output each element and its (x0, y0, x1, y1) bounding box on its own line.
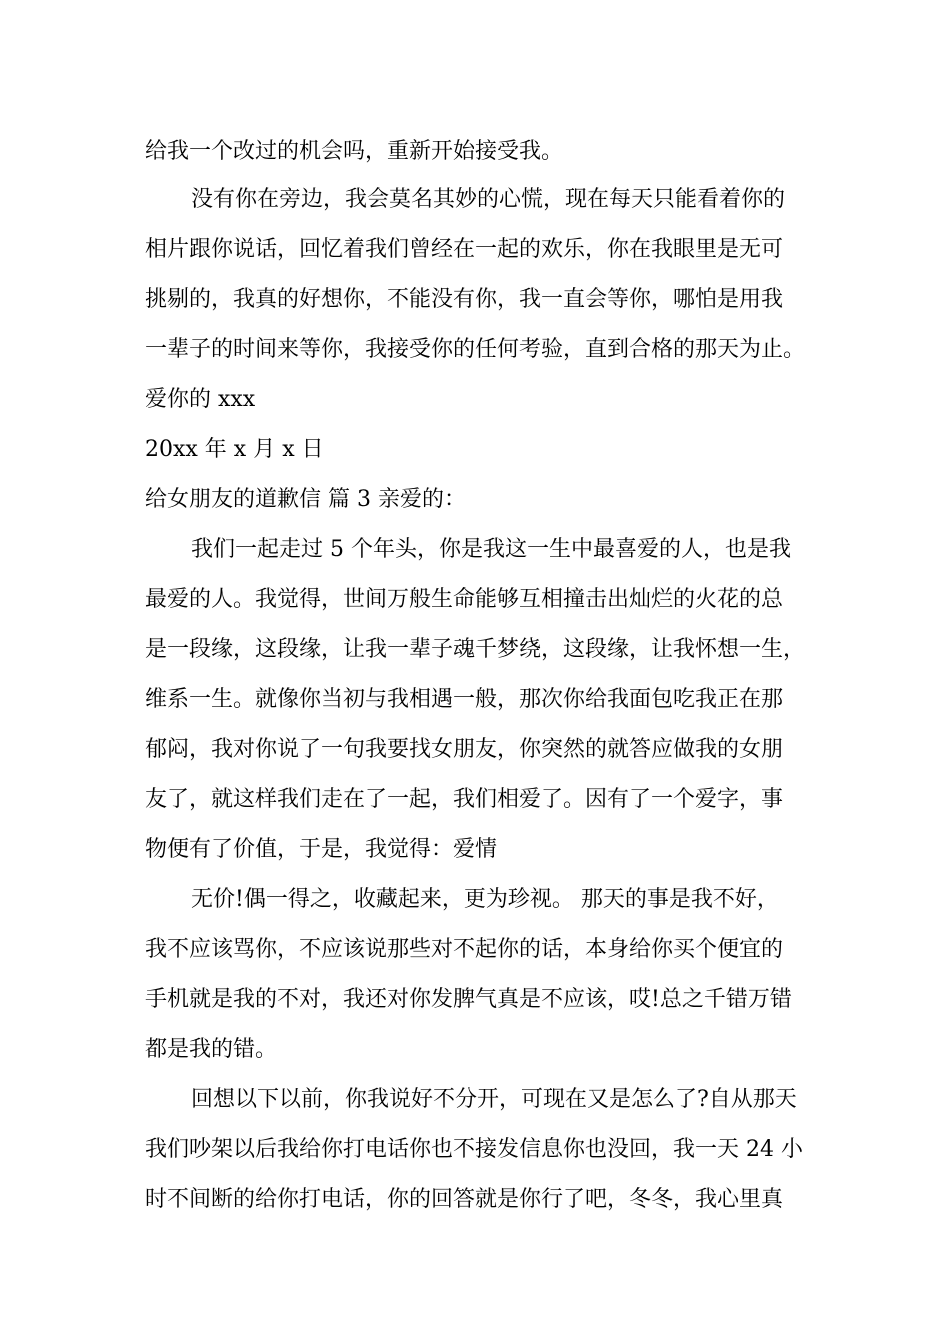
text-line: 时不间断的给你打电话，你的回答就是你行了吧，冬冬，我心里真 (145, 1187, 784, 1212)
text-line: 手机就是我的不对，我还对你发脾气真是不应该，哎!总之千错万错 (145, 987, 792, 1012)
section-heading: 给女朋友的道歉信 篇 3 亲爱的： (145, 487, 466, 512)
date-line: 20xx 年 x 月 x 日 (145, 437, 324, 462)
paragraph-line: 无价!偶一得之，收藏起来，更为珍视。 那天的事是我不好， (191, 887, 779, 912)
text-line: 是一段缘，这段缘，让我一辈子魂千梦绕，这段缘，让我怀想一生， (145, 637, 806, 662)
text-line: 挑剔的，我真的好想你，不能没有你，我一直会等你，哪怕是用我 (145, 287, 784, 312)
text-line: 维系一生。就像你当初与我相遇一般，那次你给我面包吃我正在那 (145, 687, 784, 712)
text-line: 最爱的人。我觉得，世间万般生命能够互相撞击出灿烂的火花的总 (145, 587, 784, 612)
paragraph-line: 我们一起走过 5 个年头，你是我这一生中最喜爱的人，也是我 (191, 537, 791, 562)
text-line: 物便有了价值，于是，我觉得：爱情 (145, 837, 498, 862)
text-line: 相片跟你说话，回忆着我们曾经在一起的欢乐，你在我眼里是无可 (145, 237, 784, 262)
text-line: 都是我的错。 (145, 1037, 278, 1062)
text-line: 我不应该骂你，不应该说那些对不起你的话，本身给你买个便宜的 (145, 937, 784, 962)
text-line: 一辈子的时间来等你，我接受你的任何考验，直到合格的那天为止。 (145, 337, 806, 362)
text-line: 郁闷，我对你说了一句我要找女朋友，你突然的就答应做我的女朋 (145, 737, 784, 762)
text-line: 我们吵架以后我给你打电话你也不接发信息你也没回，我一天 24 小 (145, 1137, 803, 1162)
signature-line: 爱你的 xxx (145, 387, 256, 412)
paragraph-line: 回想以下以前，你我说好不分开，可现在又是怎么了?自从那天 (191, 1087, 797, 1112)
text-line: 给我一个改过的机会吗，重新开始接受我。 (145, 139, 564, 164)
text-line: 友了，就这样我们走在了一起，我们相爱了。因有了一个爱字，事 (145, 787, 784, 812)
paragraph-line: 没有你在旁边，我会莫名其妙的心慌，现在每天只能看着你的 (191, 187, 786, 212)
